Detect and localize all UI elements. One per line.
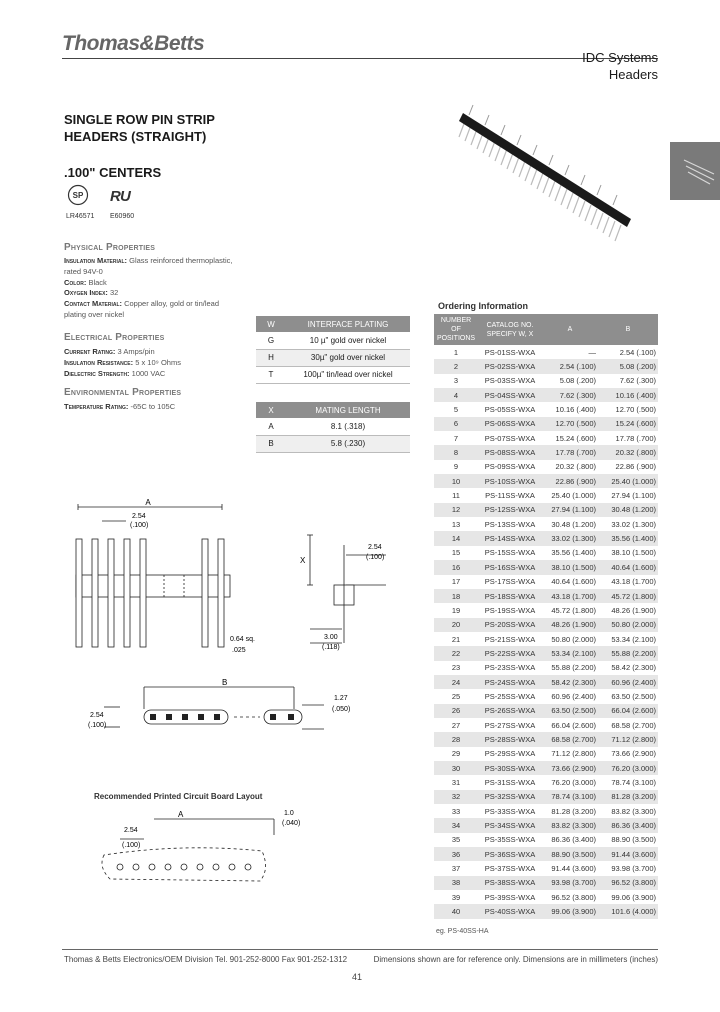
dim-a-cell: 20.32 (.800) (555, 462, 596, 472)
catalog-cell: PS-23SS-WXA (484, 663, 536, 673)
table-row (434, 775, 658, 789)
table-header-row: W INTERFACE PLATING (256, 316, 410, 332)
footer-disclaimer: Dimensions shown are for reference only. Dimensions are in millimeters (inches) (373, 955, 658, 964)
dim-a-cell: 45.72 (1.800) (551, 605, 596, 615)
ordering-body (434, 345, 658, 919)
position-cell: 31 (451, 777, 461, 787)
catalog-cell: PS-13SS-WXA (484, 519, 536, 529)
position-cell: 28 (434, 732, 478, 746)
dim-b-cell: 10.16 (.400) (598, 388, 658, 402)
dim-b-cell: 93.98 (3.700) (611, 864, 656, 874)
product-title: SINGLE ROW PIN STRIP HEADERS (STRAIGHT) (64, 112, 215, 144)
catalog-cell: PS-31SS-WXA (484, 777, 536, 787)
catalog-cell: PS-05SS-WXA (484, 405, 536, 415)
dim-a-cell: 55.88 (2.200) (551, 663, 596, 673)
dim-a-cell: 27.94 (1.100) (542, 503, 598, 517)
dim-b-cell: 96.52 (3.800) (598, 876, 658, 890)
catalog-cell: PS-20SS-WXA (478, 618, 542, 632)
position-cell: 32 (434, 790, 478, 804)
dim-a-cell: 86.36 (3.400) (551, 835, 596, 845)
dim-a-cell: 43.18 (1.700) (542, 589, 598, 603)
dim-a-cell: — (588, 347, 596, 357)
physical-heading: Physical Properties (64, 242, 156, 253)
dim-a-cell: 48.26 (1.900) (542, 618, 598, 632)
csa-number: LR46571 (66, 213, 95, 220)
pin-mm-label: 0.64 sq. (230, 636, 255, 643)
catalog-cell: PS-24SS-WXA (478, 675, 542, 689)
ul-number: E60960 (110, 213, 135, 220)
dim-b-cell: 45.72 (1.800) (598, 589, 658, 603)
dim-a-label: A (145, 498, 151, 507)
catalog-cell: PS-25SS-WXA (484, 691, 536, 701)
dim-b-cell: 88.90 (3.500) (611, 835, 656, 845)
table-row (434, 517, 658, 531)
environmental-list (64, 402, 264, 413)
dim-a-cell: 81.28 (3.200) (551, 806, 596, 816)
table-row (434, 460, 658, 474)
catalog-cell: PS-01SS-WXA (484, 347, 536, 357)
table-row (434, 732, 658, 746)
dim-a-cell: 83.82 (3.300) (542, 818, 598, 832)
prop-line: rated 94V-0 (64, 266, 103, 276)
side-view-drawing (296, 525, 406, 655)
dim-a-cell: 68.58 (2.700) (542, 732, 598, 746)
ordering-example: eg. PS-40SS-HA (436, 928, 489, 935)
table-header-row: NUMBER OF POSITIONS CATALOG NO. SPECIFY W, X A B (434, 314, 658, 345)
position-cell: 33 (451, 806, 461, 816)
position-cell: 8 (434, 445, 478, 459)
position-cell: 11 (452, 491, 460, 501)
dim-b-cell: 91.44 (3.600) (598, 847, 658, 861)
dim-a-cell: 60.96 (2.400) (551, 691, 596, 701)
position-cell: 37 (451, 864, 461, 874)
position-cell: 13 (451, 519, 461, 529)
catalog-cell: PS-09SS-WXA (484, 462, 536, 472)
prop-line: Insulation Resistance: 5 x 10⁹ Ohms (64, 357, 181, 367)
table-row (434, 675, 658, 689)
table-row (434, 876, 658, 890)
table-row: G 10 µ" gold over nickel (256, 332, 410, 349)
dim-a-cell: 91.44 (3.600) (551, 864, 596, 874)
dim-b-cell: 55.88 (2.200) (598, 646, 658, 660)
footer-rule (62, 949, 658, 950)
table-row (434, 618, 658, 632)
dim-b-cell: 25.40 (1.000) (598, 474, 658, 488)
dim-b-cell: 12.70 (.500) (615, 405, 656, 415)
ul-logo (108, 186, 134, 206)
table-row (434, 431, 658, 445)
position-cell: 34 (434, 818, 478, 832)
dim-x-label: X (300, 556, 306, 565)
position-cell: 6 (434, 417, 478, 431)
dim-b-cell: 76.20 (3.000) (598, 761, 658, 775)
table-row (434, 546, 658, 560)
catalog-cell: PS-11SS-WXA (485, 491, 535, 501)
table-row (434, 861, 658, 875)
dim-b-cell: 22.86 (.900) (615, 462, 656, 472)
catalog-cell: PS-35SS-WXA (484, 835, 536, 845)
catalog-cell: PS-36SS-WXA (478, 847, 542, 861)
catalog-cell: PS-33SS-WXA (484, 806, 536, 816)
dim-b-cell: 2.54 (.100) (619, 347, 656, 357)
table-row (434, 747, 658, 761)
height-in-label: (.100) (366, 554, 385, 561)
table-header-row: X MATING LENGTH (256, 402, 410, 418)
height-mm-label: 2.54 (368, 544, 382, 551)
pcb-dim-a-label: A (178, 810, 184, 819)
dim-b-cell: 83.82 (3.300) (611, 806, 656, 816)
position-cell: 36 (434, 847, 478, 861)
prop-line: Color: Black (64, 277, 107, 287)
catalog-cell: PS-21SS-WXA (484, 634, 536, 644)
dim-b-cell: 66.04 (2.600) (598, 704, 658, 718)
catalog-cell: PS-37SS-WXA (484, 864, 536, 874)
dim-b-cell: 71.12 (2.800) (598, 732, 658, 746)
catalog-cell: PS-40SS-WXA (478, 904, 542, 918)
prop-line: Dielectric Strength: 1000 VAC (64, 368, 166, 378)
dim-b-cell: 81.28 (3.200) (598, 790, 658, 804)
dim-b-cell: 53.34 (2.100) (611, 634, 656, 644)
table-row (434, 359, 658, 373)
position-cell: 21 (451, 634, 461, 644)
catalog-cell: PS-12SS-WXA (478, 503, 542, 517)
table-row (434, 388, 658, 402)
catalog-cell: PS-39SS-WXA (484, 892, 536, 902)
table-row (434, 474, 658, 488)
position-cell: 5 (453, 405, 459, 415)
dim-b-cell: 101.6 (4.000) (598, 904, 658, 918)
position-cell: 23 (451, 663, 461, 673)
dim-a-cell: 93.98 (3.700) (542, 876, 598, 890)
pcb-layout-title: Recommended Printed Circuit Board Layout (94, 792, 263, 801)
dim-b-cell: 50.80 (2.000) (598, 618, 658, 632)
table-row (434, 718, 658, 732)
position-cell: 15 (451, 548, 461, 558)
dim-b-cell: 43.18 (1.700) (611, 577, 656, 587)
dim-b-cell: 20.32 (.800) (598, 445, 658, 459)
catalog-cell: PS-16SS-WXA (478, 560, 542, 574)
catalog-cell: PS-03SS-WXA (484, 376, 536, 386)
dim-b-cell: 5.08 (.200) (598, 359, 658, 373)
dim-a-cell: 22.86 (.900) (542, 474, 598, 488)
table-row: H 30µ" gold over nickel (256, 349, 410, 366)
dim-b-cell: 48.26 (1.900) (611, 605, 656, 615)
width-mm-label: 1.27 (334, 695, 348, 702)
catalog-cell: PS-32SS-WXA (478, 790, 542, 804)
dim-a-cell: 30.48 (1.200) (551, 519, 596, 529)
position-cell: 1 (453, 347, 459, 357)
catalog-cell: PS-30SS-WXA (478, 761, 542, 775)
prop-line: plating over nickel (64, 309, 125, 319)
catalog-cell: PS-07SS-WXA (484, 433, 536, 443)
pcb-pitch-mm-label: 2.54 (124, 827, 138, 834)
dim-b-cell: 86.36 (3.400) (598, 818, 658, 832)
table-row (434, 589, 658, 603)
catalog-cell: PS-17SS-WXA (484, 577, 536, 587)
dim-a-cell: 40.64 (1.600) (551, 577, 596, 587)
ordering-table (434, 314, 658, 919)
header-subcategory: Headers (608, 67, 658, 82)
leg-in-label: (.118) (322, 644, 340, 651)
dim-a-cell: 33.02 (1.300) (542, 531, 598, 545)
dim-a-cell: 66.04 (2.600) (551, 720, 596, 730)
dim-b-label: B (222, 678, 228, 687)
table-row (434, 704, 658, 718)
position-cell: 20 (434, 618, 478, 632)
dim-b-cell: 30.48 (1.200) (598, 503, 658, 517)
mating-table (256, 402, 410, 453)
dim-b-cell: 17.78 (.700) (615, 433, 656, 443)
dim-b-cell: 73.66 (2.900) (611, 749, 656, 759)
body-in-label: (.100) (88, 722, 107, 729)
header-category: IDC Systems (582, 50, 658, 65)
position-cell: 29 (451, 749, 461, 759)
dim-a-cell: 99.06 (3.900) (542, 904, 598, 918)
footer-contact: Thomas & Betts Electronics/OEM Division Tel. 901-252-8000 Fax 901-252-1312 (64, 955, 348, 964)
position-cell: 25 (451, 691, 461, 701)
table-row (434, 560, 658, 574)
position-cell: 4 (434, 388, 478, 402)
dim-a-cell: 78.74 (3.100) (542, 790, 598, 804)
section-tab (670, 142, 720, 200)
dim-a-cell: 25.40 (1.000) (551, 491, 596, 501)
position-cell: 12 (434, 503, 478, 517)
catalog-cell: PS-08SS-WXA (478, 445, 542, 459)
dim-b-cell: 99.06 (3.900) (611, 892, 656, 902)
table-row (434, 503, 658, 517)
catalog-cell: PS-14SS-WXA (478, 531, 542, 545)
table-row (434, 847, 658, 861)
width-in-label: (.050) (332, 706, 351, 713)
position-cell: 17 (451, 577, 461, 587)
dim-a-cell: 17.78 (.700) (542, 445, 598, 459)
electrical-heading: Electrical Properties (64, 332, 165, 343)
dim-b-cell: 60.96 (2.400) (598, 675, 658, 689)
dim-a-cell: 2.54 (.100) (542, 359, 598, 373)
environmental-heading: Environmental Properties (64, 387, 182, 398)
centers-spec: .100" CENTERS (64, 165, 162, 180)
position-cell: 9 (453, 462, 459, 472)
dim-b-cell: 35.56 (1.400) (598, 531, 658, 545)
table-row (434, 833, 658, 847)
body-mm-label: 2.54 (90, 712, 104, 719)
leg-mm-label: 3.00 (324, 634, 338, 641)
svg-text:SP: SP (72, 191, 84, 200)
position-cell: 30 (434, 761, 478, 775)
position-cell: 10 (434, 474, 478, 488)
catalog-cell: PS-04SS-WXA (478, 388, 542, 402)
table-row (434, 689, 658, 703)
dim-a-cell: 50.80 (2.000) (551, 634, 596, 644)
prop-line: Current Rating: 3 Amps/pin (64, 347, 155, 356)
position-cell: 3 (453, 376, 459, 386)
dim-a-cell: 88.90 (3.500) (542, 847, 598, 861)
position-cell: 19 (451, 605, 461, 615)
dim-b-cell: 7.62 (.300) (619, 376, 656, 386)
dim-a-cell: 96.52 (3.800) (551, 892, 596, 902)
catalog-cell: PS-18SS-WXA (478, 589, 542, 603)
catalog-cell: PS-19SS-WXA (484, 605, 536, 615)
dim-a-cell: 10.16 (.400) (555, 405, 596, 415)
table-row: A 8.1 (.318) (256, 418, 410, 435)
catalog-cell: PS-38SS-WXA (478, 876, 542, 890)
catalog-cell: PS-34SS-WXA (478, 818, 542, 832)
table-row (434, 761, 658, 775)
table-row (434, 890, 658, 904)
dim-a-cell: 58.42 (2.300) (542, 675, 598, 689)
dim-b-cell: 40.64 (1.600) (598, 560, 658, 574)
table-row (434, 804, 658, 818)
brand-logo: Thomas&Betts (62, 32, 205, 55)
catalog-cell: PS-15SS-WXA (484, 548, 536, 558)
electrical-list (64, 347, 264, 379)
catalog-cell: PS-22SS-WXA (478, 646, 542, 660)
top-view-drawing (84, 675, 374, 745)
table-row: T 100µ" tin/lead over nickel (256, 366, 410, 383)
dim-b-cell: 68.58 (2.700) (611, 720, 656, 730)
pitch-in-label: (.100) (130, 522, 149, 529)
dim-a-cell: 15.24 (.600) (555, 433, 596, 443)
table-row (434, 445, 658, 459)
table-row (434, 603, 658, 617)
pitch-mm-label: 2.54 (132, 513, 146, 520)
dim-a-cell: 5.08 (.200) (559, 376, 596, 386)
dim-b-cell: 27.94 (1.100) (611, 491, 656, 501)
dim-a-cell: 12.70 (.500) (542, 417, 598, 431)
prop-line: Insulation Material: Glass reinforced thermoplastic, (64, 256, 233, 265)
table-row (434, 661, 658, 675)
position-cell: 35 (451, 835, 461, 845)
dim-b-cell: 58.42 (2.300) (611, 663, 656, 673)
dim-b-cell: 63.50 (2.500) (611, 691, 656, 701)
position-cell: 2 (434, 359, 478, 373)
dim-a-cell: 7.62 (.300) (542, 388, 598, 402)
position-cell: 16 (434, 560, 478, 574)
header-product-illustration (455, 103, 650, 243)
table-row (434, 488, 658, 502)
prop-line: Contact Material: Copper alloy, gold or tin/lead (64, 299, 220, 309)
svg-text:R: R (110, 188, 121, 205)
header-rule (62, 58, 658, 59)
table-row (434, 646, 658, 660)
prop-line: Temperature Rating: -65C to 105C (64, 402, 176, 411)
table-row (434, 417, 658, 431)
position-cell: 38 (434, 876, 478, 890)
csa-logo (66, 184, 90, 206)
page-number: 41 (352, 972, 363, 982)
catalog-cell: PS-28SS-WXA (478, 732, 542, 746)
position-cell: 14 (434, 531, 478, 545)
position-cell: 27 (451, 720, 461, 730)
position-cell: 40 (434, 904, 478, 918)
front-view-drawing (64, 495, 264, 655)
table-row (434, 531, 658, 545)
dim-a-cell: 53.34 (2.100) (542, 646, 598, 660)
ordering-heading: Ordering Information (438, 301, 528, 311)
table-row (434, 575, 658, 589)
dim-a-cell: 71.12 (2.800) (551, 749, 596, 759)
dim-a-cell: 63.50 (2.500) (542, 704, 598, 718)
catalog-cell: PS-26SS-WXA (478, 704, 542, 718)
pin-in-label: .025 (232, 647, 246, 654)
position-cell: 7 (453, 433, 459, 443)
table-row (434, 818, 658, 832)
table-row (434, 904, 658, 918)
table-row (434, 402, 658, 416)
table-row (434, 345, 658, 359)
position-cell: 18 (434, 589, 478, 603)
svg-text:U: U (120, 188, 131, 205)
dim-a-cell: 38.10 (1.500) (542, 560, 598, 574)
catalog-cell: PS-29SS-WXA (484, 749, 536, 759)
pcb-layout-drawing (84, 805, 324, 885)
plating-table (256, 316, 410, 384)
catalog-cell: PS-06SS-WXA (478, 417, 542, 431)
dim-b-cell: 15.24 (.600) (598, 417, 658, 431)
dim-b-cell: 33.02 (1.300) (611, 519, 656, 529)
dim-a-cell: 76.20 (3.000) (551, 777, 596, 787)
dim-b-cell: 78.74 (3.100) (611, 777, 656, 787)
dim-a-cell: 35.56 (1.400) (551, 548, 596, 558)
pcb-pitch-in-label: (.100) (122, 842, 141, 849)
table-row (434, 790, 658, 804)
physical-list (64, 256, 264, 321)
position-cell: 24 (434, 675, 478, 689)
hole-in-label: (.040) (282, 820, 301, 827)
table-row (434, 632, 658, 646)
catalog-cell: PS-10SS-WXA (478, 474, 542, 488)
position-cell: 26 (434, 704, 478, 718)
header-thumbnail-icon (670, 142, 720, 200)
position-cell: 39 (451, 892, 461, 902)
prop-line: Oxygen Index: 32 (64, 288, 119, 298)
catalog-cell: PS-02SS-WXA (478, 359, 542, 373)
table-row (434, 374, 658, 388)
dim-b-cell: 38.10 (1.500) (611, 548, 656, 558)
table-row: B 5.8 (.230) (256, 435, 410, 452)
catalog-cell: PS-27SS-WXA (484, 720, 536, 730)
position-cell: 22 (434, 646, 478, 660)
hole-mm-label: 1.0 (284, 810, 294, 817)
dim-a-cell: 73.66 (2.900) (542, 761, 598, 775)
